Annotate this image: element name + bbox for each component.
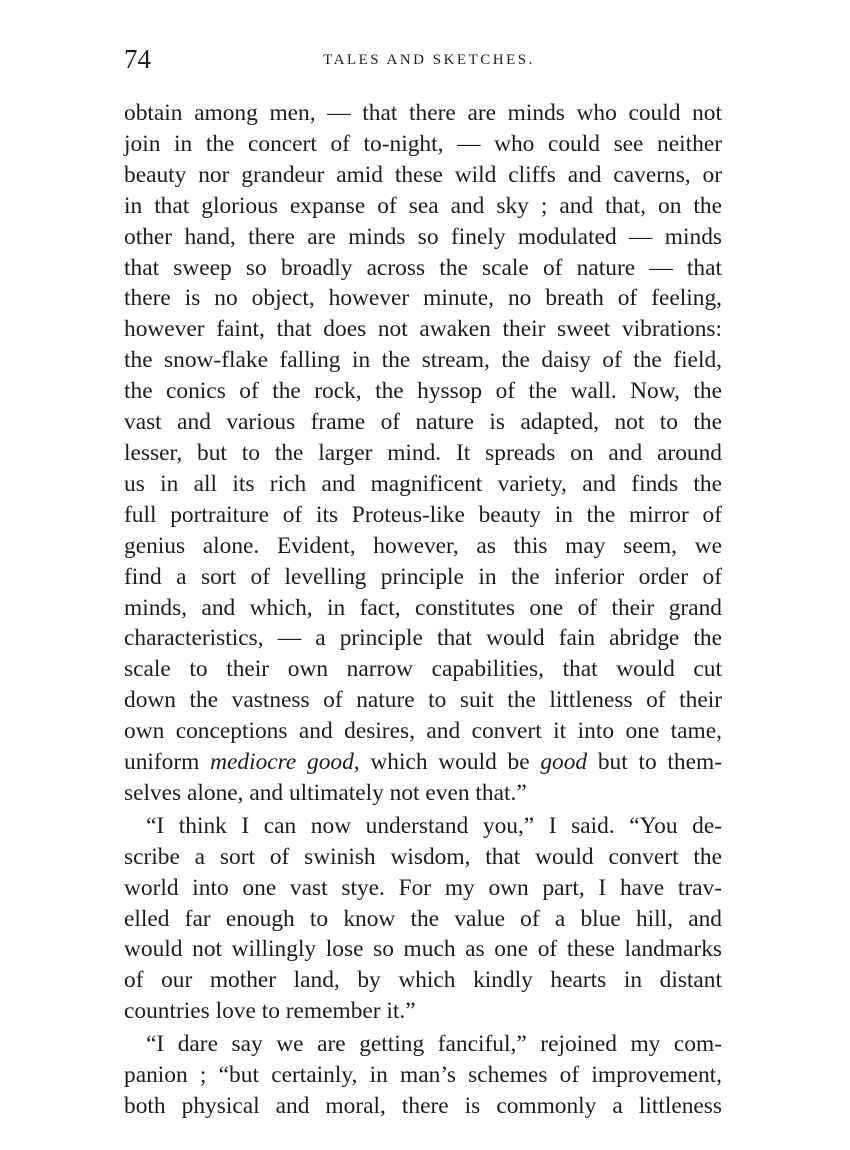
text-line: own conceptions and desires, and convert it into one tame,: [124, 718, 722, 745]
text-line: would not willingly lose so much as one of these landmarks: [124, 936, 722, 963]
text-line: down the vastness of nature to suit the littleness of their: [124, 687, 722, 714]
text-line: countries love to remember it.”: [124, 998, 416, 1025]
text-line: in that glorious expanse of sea and sky ; and that, on the: [124, 192, 722, 219]
text-line: us in all its rich and magnificent variety, and finds the: [124, 470, 722, 497]
text-line: world into one vast stye. For my own part, I have trav-: [124, 874, 722, 901]
text-line: panion ; “but certainly, in man’s schemes of improvement,: [124, 1062, 722, 1089]
text-line: uniform mediocre good, which would be good but to them-: [124, 749, 722, 776]
text-line: lesser, but to the larger mind. It spreads on and around: [124, 439, 722, 466]
text-line: however faint, that does not awaken their sweet vibrations:: [124, 316, 722, 343]
running-head: [124, 44, 734, 78]
text-line: selves alone, and ultimately not even that.”: [124, 779, 527, 806]
text-line: scale to their own narrow capabilities, that would cut: [124, 656, 722, 683]
text-line: that sweep so broadly across the scale of nature — that: [124, 254, 722, 281]
text-line: both physical and moral, there is commonly a littleness: [124, 1093, 722, 1119]
text-line: “I think I can now understand you,” I said. “You de-: [146, 812, 722, 839]
text-line: full portraiture of its Proteus-like beauty in the mirror of: [124, 501, 722, 528]
text-line: characteristics, — a principle that would fain abridge the: [124, 625, 722, 652]
text-line: scribe a sort of swinish wisdom, that would convert the: [124, 843, 722, 870]
text-line: genius alone. Evident, however, as this may seem, we: [124, 532, 722, 559]
text-line: the conics of the rock, the hyssop of the wall. Now, the: [124, 378, 722, 405]
text-line: of our mother land, by which kindly hearts in distant: [124, 967, 722, 994]
paragraph: [124, 811, 722, 1027]
text-line: the snow-flake falling in the stream, the daisy of the field,: [124, 347, 722, 374]
page-number: 74: [124, 44, 151, 74]
body-text: [124, 98, 722, 1122]
text-line: join in the concert of to-night, — who could see neither: [124, 130, 722, 157]
text-line: find a sort of levelling principle in the inferior order of: [124, 563, 722, 590]
text-line: “I dare say we are getting fanciful,” rejoined my com-: [146, 1031, 722, 1058]
paragraph: [124, 98, 722, 809]
running-title: TALES AND SKETCHES.: [323, 52, 535, 68]
paragraph: [124, 1029, 722, 1122]
text-line: there is no object, however minute, no breath of feeling,: [124, 285, 722, 312]
text-line: beauty nor grandeur amid these wild cliffs and caverns, or: [124, 161, 722, 188]
text-line: elled far enough to know the value of a blue hill, and: [124, 905, 722, 932]
text-line: minds, and which, in fact, constitutes one of their grand: [124, 594, 722, 621]
text-line: other hand, there are minds so finely modulated — minds: [124, 223, 722, 250]
text-line: vast and various frame of nature is adapted, not to the: [124, 409, 722, 436]
text-line: obtain among men, — that there are minds who could not: [124, 100, 722, 126]
